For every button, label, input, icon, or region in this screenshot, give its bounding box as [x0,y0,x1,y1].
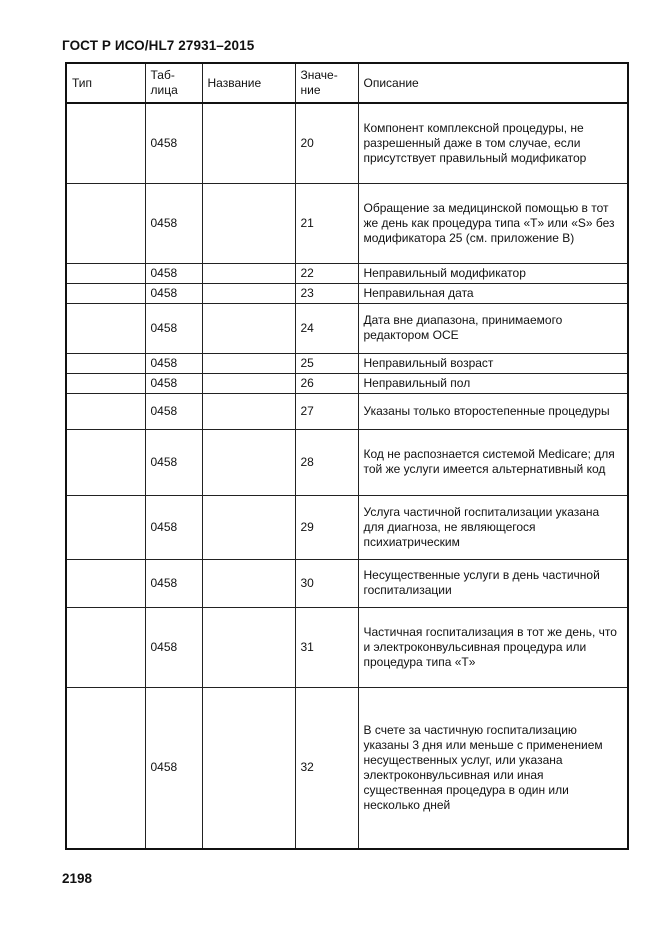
cell-value: 20 [295,103,358,183]
cell-name [202,393,295,429]
cell-type [66,559,145,607]
cell-name [202,183,295,263]
cell-name [202,103,295,183]
cell-name [202,495,295,559]
cell-table: 0458 [145,429,202,495]
cell-description: Неправильный пол [358,373,628,393]
cell-table: 0458 [145,393,202,429]
cell-value: 31 [295,607,358,687]
column-header-description: Описание [358,63,628,103]
code-table [65,62,629,850]
cell-type [66,283,145,303]
cell-description: В счете за частичную госпитализацию указаны 3 дня или меньше с применением несущественных услуг, или указана электроконвульсивная или иная существенная процедура в один или несколько дней [358,687,628,849]
cell-type [66,373,145,393]
cell-description: Неправильный возраст [358,353,628,373]
cell-description: Указаны только второстепенные процедуры [358,393,628,429]
cell-description: Частичная госпитализация в тот же день, что и электроконвульсивная процедура или процедура типа «T» [358,607,628,687]
cell-type [66,495,145,559]
cell-name [202,353,295,373]
table-row [66,495,628,559]
cell-value: 26 [295,373,358,393]
table-header-row [66,63,628,103]
table-row [66,103,628,183]
cell-name [202,607,295,687]
cell-value: 30 [295,559,358,607]
table-row [66,353,628,373]
table-row [66,607,628,687]
table-row [66,373,628,393]
cell-value: 32 [295,687,358,849]
cell-description: Код не распознается системой Medicare; для той же услуги имеется альтернативный код [358,429,628,495]
cell-value: 25 [295,353,358,373]
cell-name [202,303,295,353]
cell-description: Несущественные услуги в день частичной госпитализации [358,559,628,607]
cell-name [202,559,295,607]
cell-table: 0458 [145,183,202,263]
cell-value: 22 [295,263,358,283]
cell-description: Дата вне диапазона, принимаемого редактором OCE [358,303,628,353]
cell-type [66,607,145,687]
cell-name [202,283,295,303]
cell-table: 0458 [145,607,202,687]
table-row [66,183,628,263]
cell-table: 0458 [145,687,202,849]
cell-table: 0458 [145,283,202,303]
cell-type [66,687,145,849]
cell-type [66,429,145,495]
cell-table: 0458 [145,303,202,353]
cell-value: 29 [295,495,358,559]
table-row [66,559,628,607]
cell-table: 0458 [145,495,202,559]
cell-table: 0458 [145,353,202,373]
column-header-value: Значе- ние [295,63,358,103]
cell-type [66,353,145,373]
column-header-name: Название [202,63,295,103]
cell-name [202,263,295,283]
cell-value: 24 [295,303,358,353]
cell-type [66,183,145,263]
cell-value: 28 [295,429,358,495]
cell-table: 0458 [145,263,202,283]
column-header-type: Тип [66,63,145,103]
table-row [66,687,628,849]
cell-type [66,393,145,429]
cell-description: Обращение за медицинской помощью в тот же день как процедура типа «T» или «S» без модификатора 25 (см. приложение B) [358,183,628,263]
cell-table: 0458 [145,373,202,393]
column-header-table: Таб- лица [145,63,202,103]
table-row [66,303,628,353]
cell-description: Неправильный модификатор [358,263,628,283]
cell-type [66,263,145,283]
cell-description: Услуга частичной госпитализации указана для диагноза, не являющегося психиатрическим [358,495,628,559]
cell-name [202,687,295,849]
cell-value: 27 [295,393,358,429]
cell-table: 0458 [145,103,202,183]
table-row [66,429,628,495]
page-number: 2198 [62,871,93,886]
cell-type [66,303,145,353]
cell-description: Компонент комплексной процедуры, не разрешенный даже в том случае, если присутствует правильный модификатор [358,103,628,183]
document-header: ГОСТ Р ИСО/HL7 27931–2015 [62,38,255,53]
table-row [66,393,628,429]
cell-table: 0458 [145,559,202,607]
table-row [66,283,628,303]
cell-name [202,429,295,495]
cell-type [66,103,145,183]
cell-value: 21 [295,183,358,263]
table-row [66,263,628,283]
cell-name [202,373,295,393]
cell-description: Неправильная дата [358,283,628,303]
cell-value: 23 [295,283,358,303]
